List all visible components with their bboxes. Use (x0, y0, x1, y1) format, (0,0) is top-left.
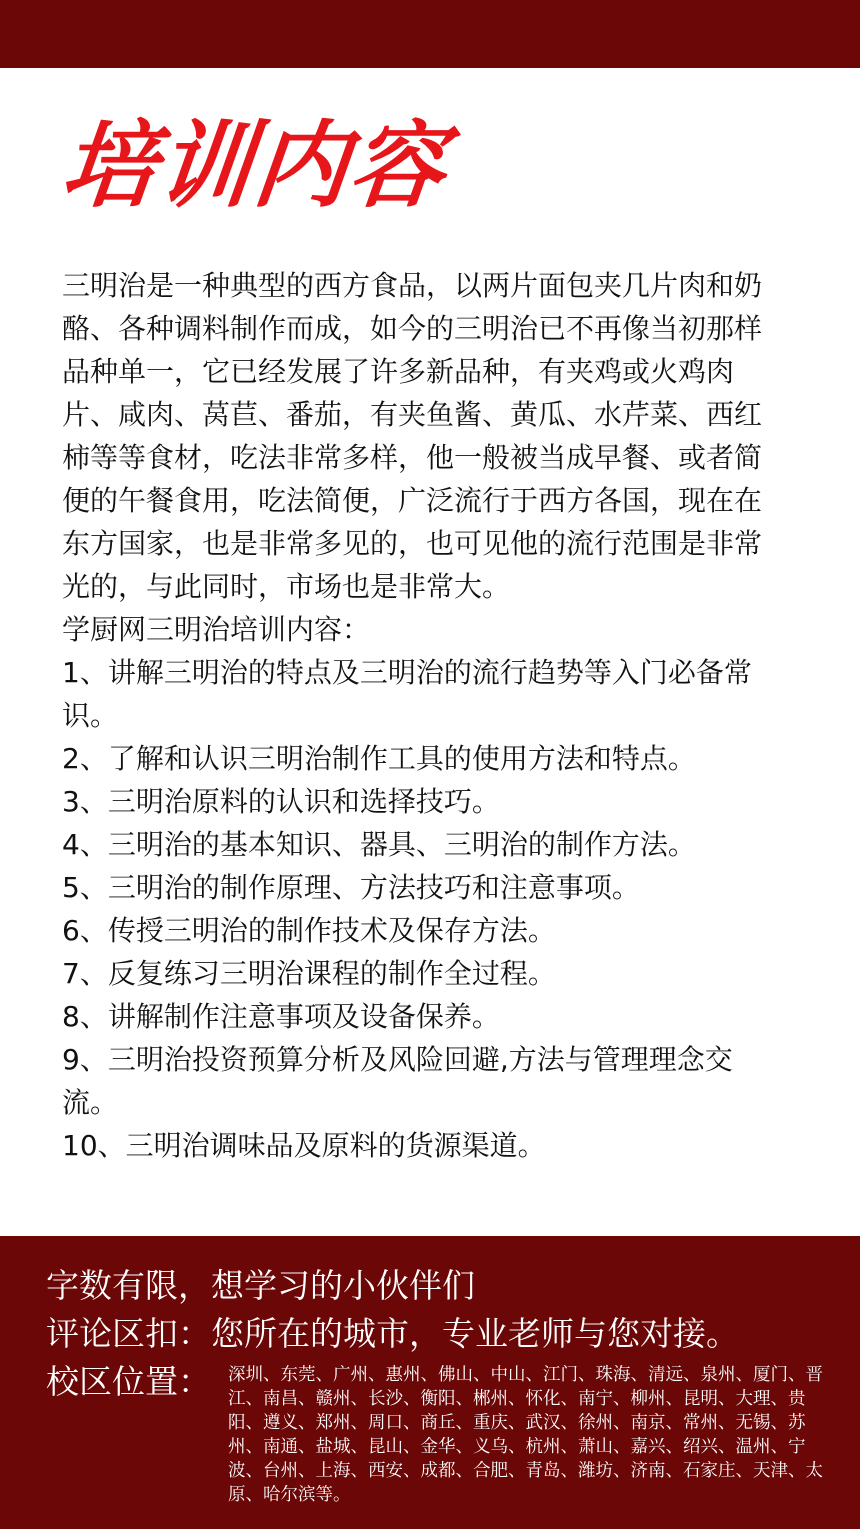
content-body (62, 264, 782, 1167)
campus-label: 校区位置： (46, 1362, 211, 1401)
campus-city-list: 深圳、东莞、广州、惠州、佛山、中山、江门、珠海、清远、泉州、厦门、晋江、南昌、赣州、长沙、衡阳、郴州、怀化、南宁、柳州、昆明、大理、贵阳、遵义、郑州、周口、商丘、重庆、武汉、徐州、南京、常州、无锡、苏州、南通、盐城、昆山、金华、义乌、杭州、萧山、嘉兴、绍兴、温州、宁波、台州、上海、西安、成都、合肥、青岛、潍坊、济南、石家庄、天津、太原、哈尔滨等。 (228, 1365, 823, 1505)
list-item: 7、反复练习三明治课程的制作全过程。 (62, 957, 556, 990)
intro-paragraph: 三明治是一种典型的西方食品，以两片面包夹几片肉和奶酪、各种调料制作而成，如今的三明治已不再像当初那样品种单一，它已经发展了许多新品种，有夹鸡或火鸡肉片、咸肉、莴苣、番茄，有夹鱼酱、黄瓜、水芹菜、西红柿等等食材，吃法非常多样，他一般被当成早餐、或者简便的午餐食用，吃法简便，广泛流行于西方各国，现在在东方国家，也是非常多见的，也可见他的流行范围是非常光的，与此同时，市场也是非常大。 (62, 269, 763, 603)
list-item: 1、讲解三明治的特点及三明治的流行趋势等入门必备常识。 (62, 656, 752, 732)
list-item: 2、了解和认识三明治制作工具的使用方法和特点。 (62, 742, 696, 775)
list-item: 4、三明治的基本知识、器具、三明治的制作方法。 (62, 828, 696, 861)
footer-cta-line2: 评论区扣：您所在的城市，专业老师与您对接。 (46, 1314, 739, 1353)
list-heading: 学厨网三明治培训内容： (62, 613, 371, 646)
list-item: 5、三明治的制作原理、方法技巧和注意事项。 (62, 871, 640, 904)
list-item: 6、传授三明治的制作技术及保存方法。 (62, 914, 556, 947)
list-item: 8、讲解制作注意事项及设备保养。 (62, 1000, 500, 1033)
top-banner (0, 0, 860, 68)
training-list (62, 651, 782, 1167)
page-title: 培训内容 (56, 112, 452, 221)
list-item: 3、三明治原料的认识和选择技巧。 (62, 785, 500, 818)
list-item: 10、三明治调味品及原料的货源渠道。 (62, 1129, 546, 1162)
footer-banner (0, 1236, 860, 1529)
list-item: 9、三明治投资预算分析及风险回避,方法与管理理念交流。 (62, 1043, 733, 1119)
footer-cta-line1: 字数有限，想学习的小伙伴们 (46, 1266, 475, 1305)
